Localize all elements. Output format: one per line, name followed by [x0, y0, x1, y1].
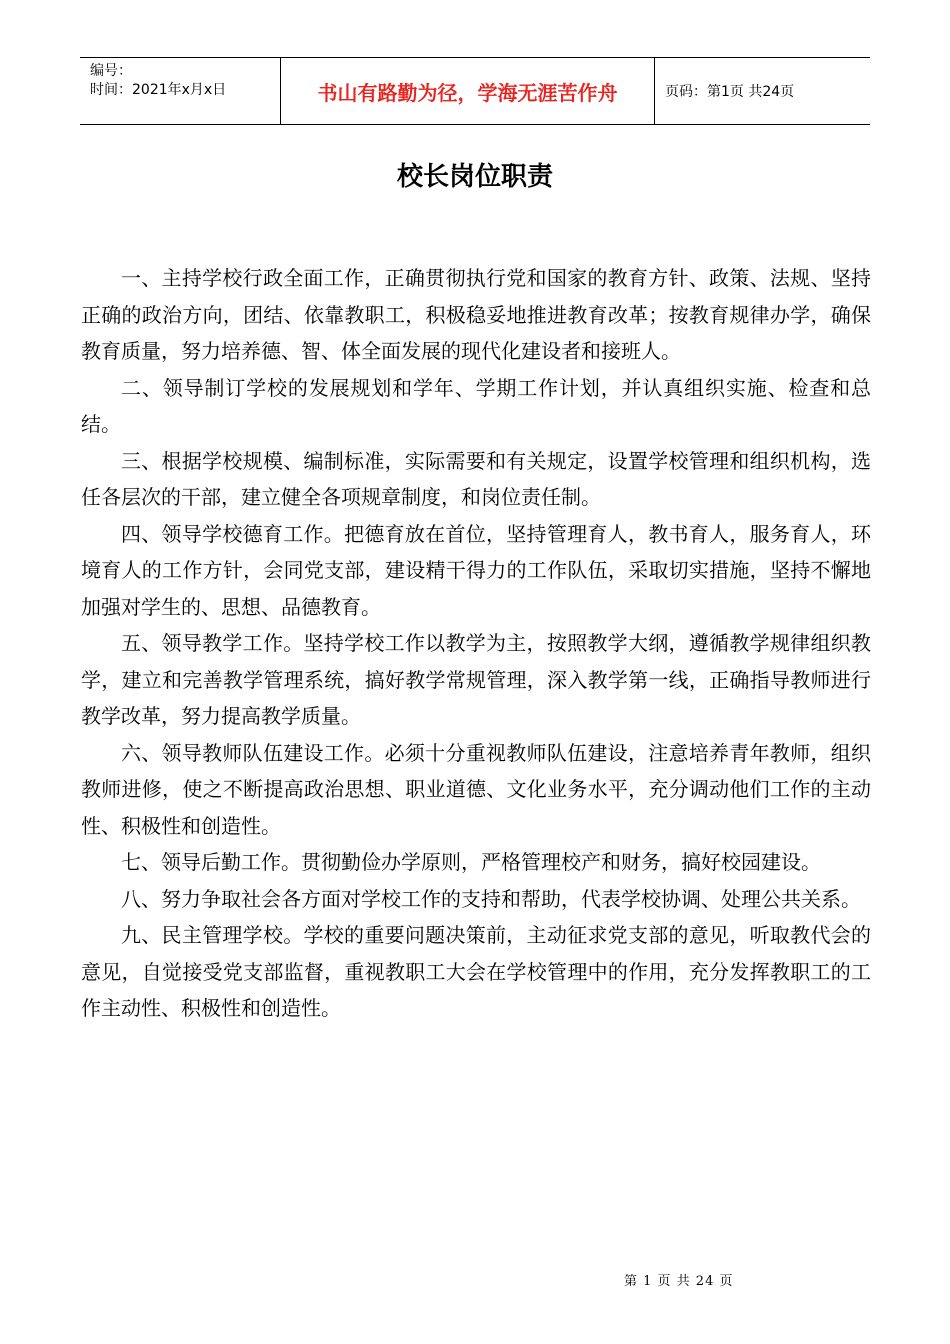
- paragraph: 八、努力争取社会各方面对学校工作的支持和帮助，代表学校协调、处理公共关系。: [121, 886, 861, 911]
- document-body: [81, 260, 871, 1027]
- paragraph: 三、根据学校规模、编制标准，实际需要和有关规定，设置学校管理和组织机构，选任各层次的干部，建立健全各项规章制度，和岗位责任制。: [81, 448, 871, 509]
- paragraph: 五、领导教学工作。坚持学校工作以教学为主，按照教学大纲，遵循教学规律组织教学，建立和完善教学管理系统，搞好教学常规管理，深入教学第一线，正确指导教师进行教学改革，努力提高教学质量。: [81, 631, 871, 728]
- document-title: 校长岗位职责: [396, 162, 553, 192]
- paragraph: 一、主持学校行政全面工作，正确贯彻执行党和国家的教育方针、政策、法规、坚持正确的政治方向，团结、依靠教职工，积极稳妥地推进教育改革；按教育规律办学，确保教育质量，努力培养德、智、体全面发展的现代化建设者和接班人。: [81, 266, 871, 363]
- header-motto: 书山有路勤为径，学海无涯苦作舟: [281, 58, 655, 124]
- document-header: [80, 57, 870, 125]
- header-meta: [80, 58, 281, 124]
- header-page-info: 页码：第1页 共24页: [665, 84, 795, 100]
- paragraph: 六、领导教师队伍建设工作。必须十分重视教师队伍建设，注意培养青年教师，组织教师进修，使之不断提高政治思想、职业道德、文化业务水平，充分调动他们工作的主动性、积极性和创造性。: [81, 740, 871, 838]
- time-label: 时间：2021年x月x日: [90, 82, 227, 98]
- paragraph: 四、领导学校德育工作。把德育放在首位，坚持管理育人，教书育人，服务育人，环境育人的工作方针，会同党支部，建设精干得力的工作队伍，采取切实措施，坚持不懈地加强对学生的、思想、品德教育。: [81, 521, 871, 619]
- paragraph: 二、领导制订学校的发展规划和学年、学期工作计划，并认真组织实施、检查和总结。: [81, 375, 871, 436]
- page-footer: 第 1 页 共 24 页: [624, 1274, 734, 1289]
- paragraph: 七、领导后勤工作。贯彻勤俭办学原则，严格管理校产和财务，搞好校园建设。: [121, 850, 821, 874]
- number-label: 编号：: [90, 63, 132, 79]
- paragraph: 九、民主管理学校。学校的重要问题决策前，主动征求党支部的意见，听取教代会的意见，自觉接受党支部监督，重视教职工大会在学校管理中的作用，充分发挥教职工的工作主动性、积极性和创造性。: [81, 923, 871, 1020]
